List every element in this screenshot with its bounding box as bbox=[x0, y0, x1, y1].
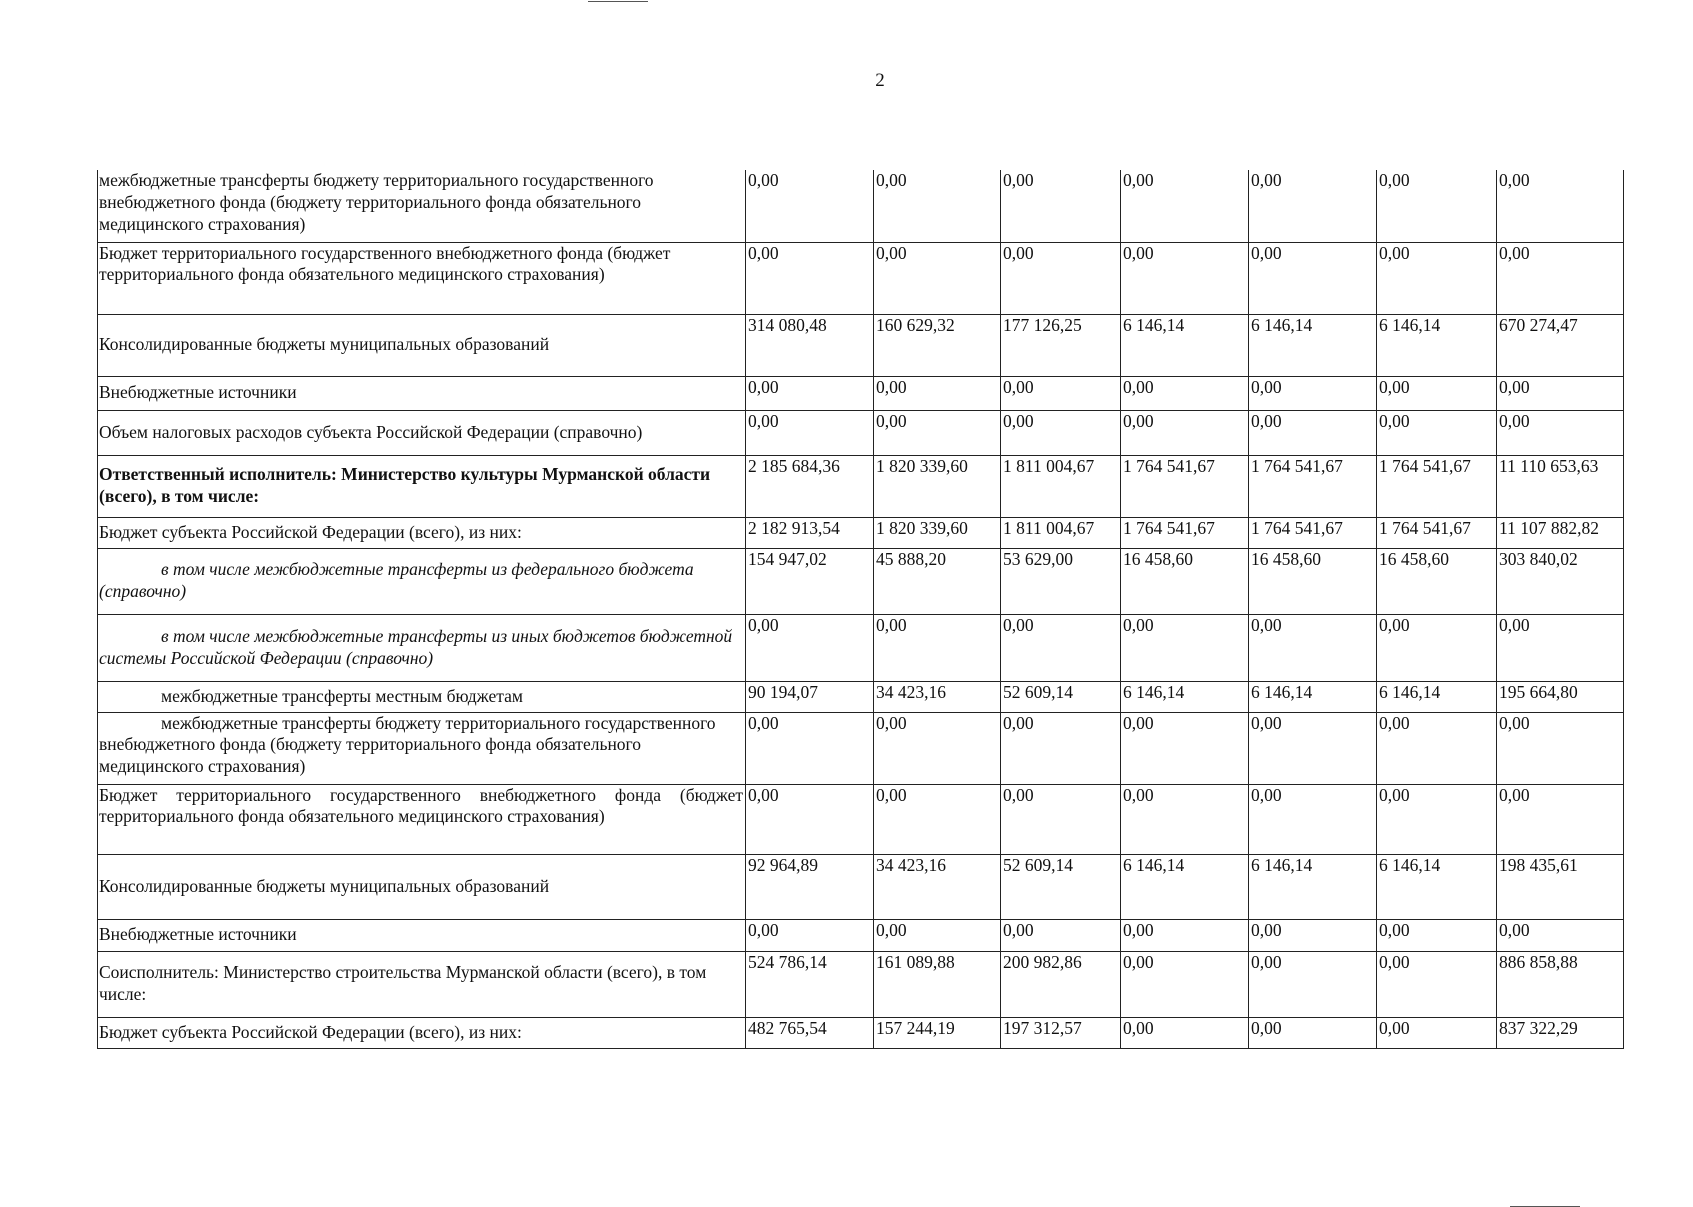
value-cell: 0,00 bbox=[1001, 376, 1121, 410]
value-cell: 53 629,00 bbox=[1001, 548, 1121, 614]
value-cell: 177 126,25 bbox=[1001, 314, 1121, 376]
value-cell: 0,00 bbox=[1001, 410, 1121, 455]
row-label-text: в том числе межбюджетные трансферты из иных бюджетов бюджетной системы Российской Федерации (справочно) bbox=[99, 625, 733, 668]
value-cell: 0,00 bbox=[1497, 242, 1624, 314]
table-row bbox=[98, 410, 1624, 455]
row-label-text: Внебюджетные источники bbox=[99, 382, 297, 403]
row-label bbox=[98, 455, 746, 517]
value-cell: 0,00 bbox=[1377, 919, 1497, 951]
value-cell: 1 811 004,67 bbox=[1001, 455, 1121, 517]
value-cell: 0,00 bbox=[746, 919, 874, 951]
value-cell: 1 764 541,67 bbox=[1121, 517, 1249, 548]
value-cell: 1 764 541,67 bbox=[1121, 455, 1249, 517]
value-cell: 0,00 bbox=[1377, 170, 1497, 242]
table-row bbox=[98, 854, 1624, 919]
value-cell: 11 107 882,82 bbox=[1497, 517, 1624, 548]
value-cell: 0,00 bbox=[874, 784, 1001, 854]
value-cell: 0,00 bbox=[874, 919, 1001, 951]
value-cell: 0,00 bbox=[1377, 410, 1497, 455]
row-label bbox=[98, 681, 746, 712]
value-cell: 154 947,02 bbox=[746, 548, 874, 614]
value-cell: 0,00 bbox=[1377, 242, 1497, 314]
row-label bbox=[98, 410, 746, 455]
value-cell: 670 274,47 bbox=[1497, 314, 1624, 376]
value-cell: 161 089,88 bbox=[874, 951, 1001, 1017]
value-cell: 0,00 bbox=[1121, 410, 1249, 455]
table-row bbox=[98, 548, 1624, 614]
value-cell: 0,00 bbox=[1377, 784, 1497, 854]
value-cell: 0,00 bbox=[746, 242, 874, 314]
budget-table-body bbox=[98, 170, 1624, 1048]
value-cell: 0,00 bbox=[1001, 712, 1121, 784]
value-cell: 11 110 653,63 bbox=[1497, 455, 1624, 517]
value-cell: 16 458,60 bbox=[1249, 548, 1377, 614]
value-cell: 0,00 bbox=[874, 614, 1001, 681]
value-cell: 0,00 bbox=[1377, 1017, 1497, 1048]
row-label-text: межбюджетные трансферты бюджету территориального государственного внебюджетного фонда (бюджету территориального фонда обязательного медицинского страхования) bbox=[99, 170, 654, 234]
table-row bbox=[98, 951, 1624, 1017]
value-cell: 0,00 bbox=[1249, 1017, 1377, 1048]
value-cell: 0,00 bbox=[1497, 170, 1624, 242]
value-cell: 0,00 bbox=[874, 712, 1001, 784]
value-cell: 160 629,32 bbox=[874, 314, 1001, 376]
value-cell: 0,00 bbox=[1249, 242, 1377, 314]
value-cell: 0,00 bbox=[746, 712, 874, 784]
value-cell: 0,00 bbox=[746, 614, 874, 681]
row-label-text: Консолидированные бюджеты муниципальных образований bbox=[99, 875, 550, 896]
value-cell: 0,00 bbox=[1121, 242, 1249, 314]
value-cell: 0,00 bbox=[1121, 712, 1249, 784]
value-cell: 0,00 bbox=[1377, 951, 1497, 1017]
value-cell: 0,00 bbox=[1497, 410, 1624, 455]
value-cell: 0,00 bbox=[1497, 712, 1624, 784]
value-cell: 2 182 913,54 bbox=[746, 517, 874, 548]
row-label-text: Внебюджетные источники bbox=[99, 924, 297, 945]
row-label-text: Бюджет субъекта Российской Федерации (всего), из них: bbox=[99, 521, 522, 542]
value-cell: 0,00 bbox=[1249, 410, 1377, 455]
value-cell: 1 764 541,67 bbox=[1377, 455, 1497, 517]
value-cell: 0,00 bbox=[1249, 951, 1377, 1017]
value-cell: 6 146,14 bbox=[1249, 854, 1377, 919]
value-cell: 198 435,61 bbox=[1497, 854, 1624, 919]
value-cell: 1 764 541,67 bbox=[1377, 517, 1497, 548]
value-cell: 886 858,88 bbox=[1497, 951, 1624, 1017]
row-label bbox=[98, 1017, 746, 1048]
value-cell: 195 664,80 bbox=[1497, 681, 1624, 712]
value-cell: 0,00 bbox=[746, 376, 874, 410]
value-cell: 0,00 bbox=[1249, 919, 1377, 951]
budget-table bbox=[97, 170, 1624, 1049]
row-label bbox=[98, 919, 746, 951]
table-row bbox=[98, 712, 1624, 784]
value-cell: 0,00 bbox=[1001, 170, 1121, 242]
value-cell: 6 146,14 bbox=[1121, 854, 1249, 919]
value-cell: 52 609,14 bbox=[1001, 854, 1121, 919]
table-row bbox=[98, 170, 1624, 242]
value-cell: 0,00 bbox=[1249, 376, 1377, 410]
value-cell: 1 764 541,67 bbox=[1249, 455, 1377, 517]
value-cell: 6 146,14 bbox=[1249, 314, 1377, 376]
row-label-text: Объем налоговых расходов субъекта Российской Федерации (справочно) bbox=[99, 421, 643, 442]
value-cell: 0,00 bbox=[746, 410, 874, 455]
value-cell: 0,00 bbox=[1497, 376, 1624, 410]
value-cell: 6 146,14 bbox=[1377, 681, 1497, 712]
value-cell: 0,00 bbox=[874, 170, 1001, 242]
value-cell: 524 786,14 bbox=[746, 951, 874, 1017]
row-label bbox=[98, 517, 746, 548]
value-cell: 482 765,54 bbox=[746, 1017, 874, 1048]
row-label bbox=[98, 314, 746, 376]
value-cell: 0,00 bbox=[746, 170, 874, 242]
value-cell: 0,00 bbox=[1001, 614, 1121, 681]
value-cell: 314 080,48 bbox=[746, 314, 874, 376]
row-label-text: Бюджет территориального государственного внебюджетного фонда (бюджет территориального фонда обязательного медицинского страхования) bbox=[99, 784, 743, 827]
value-cell: 0,00 bbox=[874, 242, 1001, 314]
value-cell: 0,00 bbox=[1249, 712, 1377, 784]
table-row bbox=[98, 681, 1624, 712]
value-cell: 0,00 bbox=[1121, 614, 1249, 681]
value-cell: 1 764 541,67 bbox=[1249, 517, 1377, 548]
row-label-text: в том числе межбюджетные трансферты из федерального бюджета (справочно) bbox=[99, 559, 694, 601]
table-row bbox=[98, 517, 1624, 548]
table-row bbox=[98, 376, 1624, 410]
value-cell: 0,00 bbox=[874, 376, 1001, 410]
row-label-text: межбюджетные трансферты местным бюджетам bbox=[161, 685, 523, 706]
row-label bbox=[98, 784, 746, 854]
value-cell: 0,00 bbox=[1249, 170, 1377, 242]
value-cell: 6 146,14 bbox=[1377, 854, 1497, 919]
value-cell: 90 194,07 bbox=[746, 681, 874, 712]
value-cell: 0,00 bbox=[1121, 170, 1249, 242]
value-cell: 6 146,14 bbox=[1121, 681, 1249, 712]
row-label-text: Бюджет территориального государственного внебюджетного фонда (бюджет территориального фонда обязательного медицинского страхования) bbox=[99, 242, 671, 285]
value-cell: 0,00 bbox=[1121, 376, 1249, 410]
value-cell: 197 312,57 bbox=[1001, 1017, 1121, 1048]
value-cell: 157 244,19 bbox=[874, 1017, 1001, 1048]
row-label-text: Бюджет субъекта Российской Федерации (всего), из них: bbox=[99, 1021, 522, 1042]
value-cell: 0,00 bbox=[1121, 1017, 1249, 1048]
value-cell: 0,00 bbox=[1497, 784, 1624, 854]
row-label bbox=[98, 854, 746, 919]
row-label bbox=[98, 170, 746, 242]
value-cell: 0,00 bbox=[746, 784, 874, 854]
value-cell: 0,00 bbox=[1001, 242, 1121, 314]
value-cell: 303 840,02 bbox=[1497, 548, 1624, 614]
value-cell: 0,00 bbox=[1377, 376, 1497, 410]
value-cell: 34 423,16 bbox=[874, 681, 1001, 712]
row-label bbox=[98, 376, 746, 410]
row-label-text: Ответственный исполнитель: Министерство культуры Мурманской области (всего), в том числе: bbox=[99, 464, 711, 506]
value-cell: 1 820 339,60 bbox=[874, 517, 1001, 548]
row-label bbox=[98, 712, 746, 784]
row-label bbox=[98, 614, 746, 681]
value-cell: 6 146,14 bbox=[1121, 314, 1249, 376]
value-cell: 0,00 bbox=[874, 410, 1001, 455]
page-number: 2 bbox=[875, 70, 885, 91]
value-cell: 0,00 bbox=[1121, 784, 1249, 854]
value-cell: 1 820 339,60 bbox=[874, 455, 1001, 517]
value-cell: 6 146,14 bbox=[1377, 314, 1497, 376]
value-cell: 2 185 684,36 bbox=[746, 455, 874, 517]
value-cell: 0,00 bbox=[1249, 784, 1377, 854]
table-row bbox=[98, 614, 1624, 681]
table-row bbox=[98, 784, 1624, 854]
table-row bbox=[98, 1017, 1624, 1048]
value-cell: 92 964,89 bbox=[746, 854, 874, 919]
value-cell: 0,00 bbox=[1377, 614, 1497, 681]
scan-mark-top bbox=[588, 1, 648, 2]
value-cell: 0,00 bbox=[1121, 951, 1249, 1017]
row-label-text: Соисполнитель: Министерство строительства Мурманской области (всего), в том числе: bbox=[99, 962, 707, 1004]
table-row bbox=[98, 455, 1624, 517]
table-row bbox=[98, 919, 1624, 951]
row-label bbox=[98, 548, 746, 614]
value-cell: 0,00 bbox=[1001, 919, 1121, 951]
value-cell: 16 458,60 bbox=[1121, 548, 1249, 614]
value-cell: 200 982,86 bbox=[1001, 951, 1121, 1017]
value-cell: 16 458,60 bbox=[1377, 548, 1497, 614]
value-cell: 45 888,20 bbox=[874, 548, 1001, 614]
table-row bbox=[98, 314, 1624, 376]
value-cell: 1 811 004,67 bbox=[1001, 517, 1121, 548]
value-cell: 34 423,16 bbox=[874, 854, 1001, 919]
value-cell: 0,00 bbox=[1497, 919, 1624, 951]
value-cell: 0,00 bbox=[1121, 919, 1249, 951]
value-cell: 0,00 bbox=[1249, 614, 1377, 681]
row-label bbox=[98, 951, 746, 1017]
row-label-text: Консолидированные бюджеты муниципальных образований bbox=[99, 334, 550, 355]
value-cell: 52 609,14 bbox=[1001, 681, 1121, 712]
row-label bbox=[98, 242, 746, 314]
value-cell: 0,00 bbox=[1377, 712, 1497, 784]
table-row bbox=[98, 242, 1624, 314]
value-cell: 0,00 bbox=[1001, 784, 1121, 854]
value-cell: 0,00 bbox=[1497, 614, 1624, 681]
value-cell: 837 322,29 bbox=[1497, 1017, 1624, 1048]
row-label-text: межбюджетные трансферты бюджету территориального государственного внебюджетного фонда (бюджету территориального фонда обязательного медицинского страхования) bbox=[99, 712, 716, 777]
value-cell: 6 146,14 bbox=[1249, 681, 1377, 712]
